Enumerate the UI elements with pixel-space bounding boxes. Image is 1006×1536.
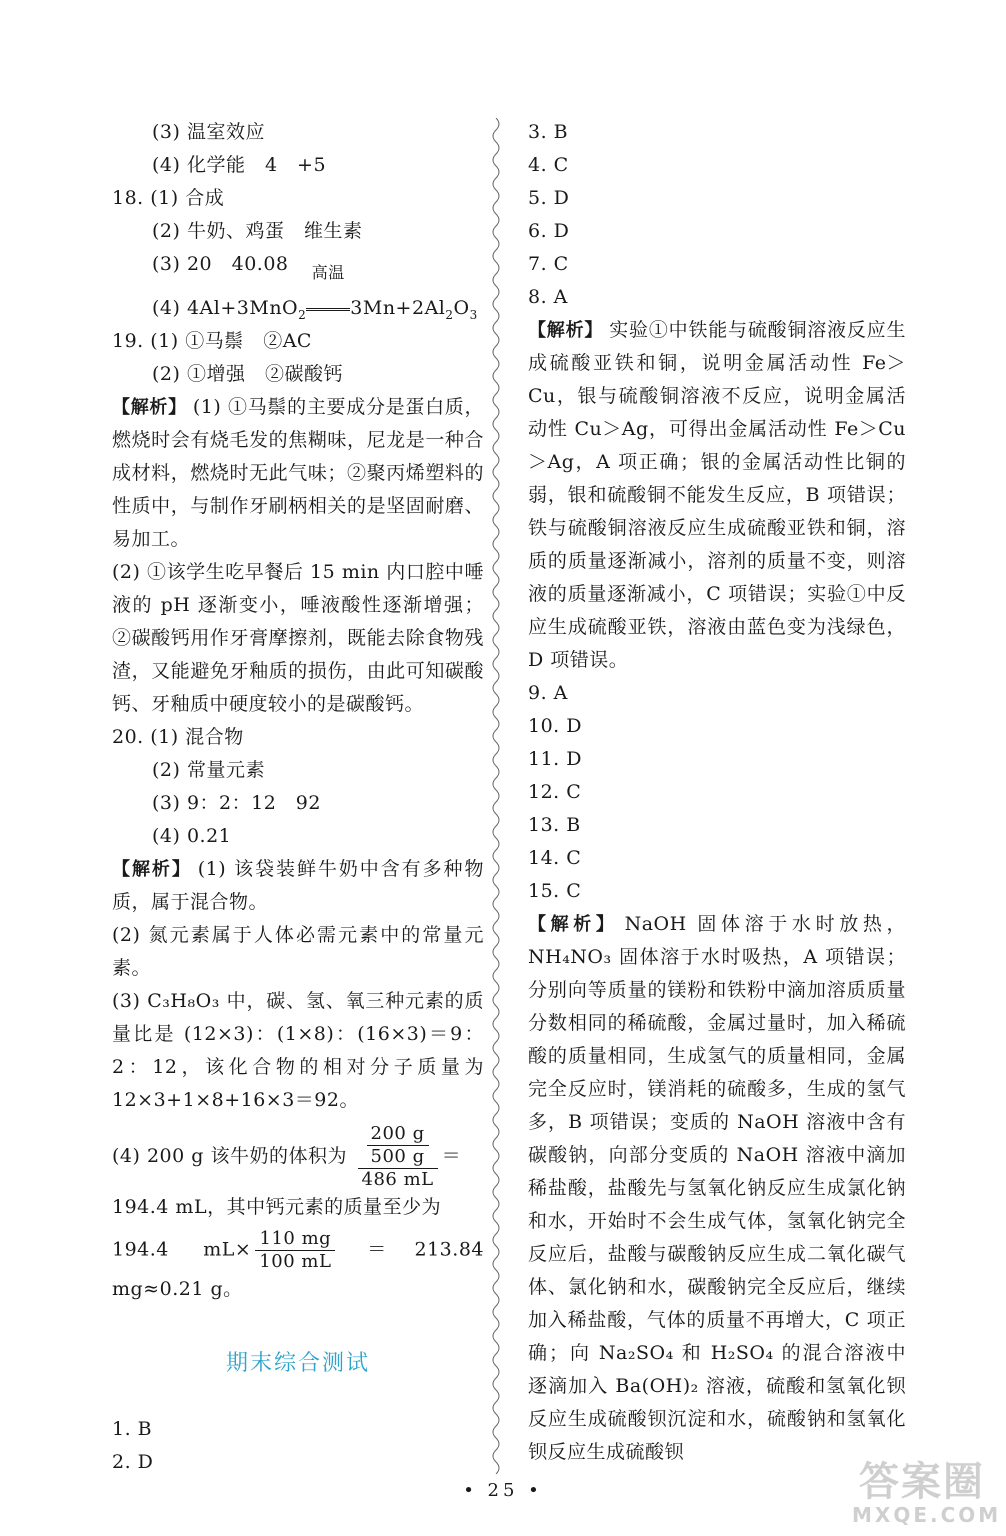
equation-reactants: 4Al+3MnO xyxy=(186,297,299,319)
analysis-20-part2: (2) 氮元素属于人体必需元素中的常量元素。 xyxy=(112,924,484,979)
final-answer-12: 12. C xyxy=(528,781,582,803)
answer-20-1: 20. (1) 混合物 xyxy=(112,726,244,748)
calcium-fraction: $\frac{110 mg}{100 mL}$ xyxy=(255,1228,335,1273)
page-number: • 25 • xyxy=(463,1480,543,1501)
left-column xyxy=(112,116,484,1479)
final-answer-11: 11. D xyxy=(528,748,582,770)
final-answer-13: 13. B xyxy=(528,814,581,836)
column-divider xyxy=(489,118,503,1474)
answer-19-1: 19. (1) ①马鬃 ②AC xyxy=(112,330,312,352)
watermark-logo: 答案圈 MXQE.COM xyxy=(852,1459,1002,1527)
density-fraction: $\frac{200 g}{500 g}$ xyxy=(367,1123,429,1168)
analysis-tag: 【解析】 xyxy=(528,914,619,935)
answer-18-4-equation: (4) 4Al+3MnO$_2$ 高温 $3Mn+2Al_2O_3$ xyxy=(112,281,484,325)
final-answer-1: 1. B xyxy=(112,1418,153,1440)
final-answer-3: 3. B xyxy=(528,121,569,143)
analysis-20-part4: (4) 200 g 该牛奶的体积为 $\frac{\frac{200 g}{500 g}}{486 mL}$ ＝ xyxy=(112,1123,462,1190)
analysis-20-part3: (3) C₃H₈O₃ 中，碳、氢、氧三种元素的质量比是 (12×3)：(1×8)：(16×3)＝9：2：12，该化合物的相对分子质量为 12×3+1×8+16×3＝92。 xyxy=(112,990,484,1111)
final-answer-9: 9. A xyxy=(528,682,568,704)
condition-label: 高温 xyxy=(311,263,345,282)
final-answer-7: 7. C xyxy=(528,253,569,275)
final-answer-6: 6. D xyxy=(528,220,570,242)
answer-17-4: (4) 化学能 4 +5 xyxy=(152,154,327,176)
answer-19-2: (2) ①增强 ②碳酸钙 xyxy=(152,363,343,385)
final-answer-15: 15. C xyxy=(528,880,582,902)
answer-20-4: (4) 0.21 xyxy=(152,825,232,847)
answer-20-2: (2) 常量元素 xyxy=(152,759,265,781)
final-answer-14: 14. C xyxy=(528,847,582,869)
answer-18-1: 18. (1) 合成 xyxy=(112,187,225,209)
analysis-15: 【解析】 NaOH 固体溶于水时放热，NH₄NO₃ 固体溶于水时吸热，A 项错误；分别向等质量的镁粉和铁粉中滴加溶质质量分数相同的稀硫酸，金属过量时，加入稀硫酸的质量相同，生成氢气的质量相同，金属完全反应时，镁消耗的硫酸多，生成的氢气多，B 项错误；变质的 NaOH 溶液中含有碳酸钠，向部分变质的 NaOH 溶液中滴加稀盐酸，盐酸先与氢氧化钠反应生成氯化钠和水，开始时不会生成气体，氢氧化钠完全反应后，盐酸与碳酸钠反应生成二氧化碳气体、氯化钠和水，碳酸钠完全反应后，继续加入稀盐酸，气体的质量不再增大，C 项正确；向 Na₂SO₄ 和 H₂SO₄ 的混合溶液中逐滴加入 Ba(OH)₂ 溶液，硫酸和氢氧化钡反应生成硫酸钡沉淀和水，硫酸钠和氢氧化钡反应生成硫酸钡 xyxy=(528,913,907,1463)
analysis-tag: 【解析】 xyxy=(528,320,604,341)
equation-products: 3Mn+2Al xyxy=(350,297,446,319)
final-answer-4: 4. C xyxy=(528,154,569,176)
final-answer-10: 10. D xyxy=(528,715,582,737)
final-answer-5: 5. D xyxy=(528,187,570,209)
analysis-tag: 【解析】 xyxy=(112,397,187,418)
final-answer-8: 8. A xyxy=(528,286,568,308)
right-column xyxy=(528,116,906,1469)
analysis-19-part2: (2) ①该学生吃早餐后 15 min 内口腔中唾液的 pH 逐渐变小，唾液酸性逐渐增强；②碳酸钙用作牙膏摩擦剂，既能去除食物残渣，又能避免牙釉质的损伤，由此可知碳酸钙、牙釉质中硬度较小的是碳酸钙。 xyxy=(112,561,484,715)
analysis-20-part4c: 194.4 mL× $\frac{110 mg}{100 mL}$ ＝213.84 mg≈0.21 g。 xyxy=(112,1228,484,1300)
section-title: 期末综合测试 xyxy=(225,1351,370,1376)
volume-fraction: $\frac{\frac{200 g}{500 g}}{486 mL}$ xyxy=(358,1123,438,1191)
answer-20-3: (3) 9：2：12 92 xyxy=(152,792,321,814)
analysis-tag: 【解析】 xyxy=(112,859,192,880)
analysis-20-part1: 【解析】 (1) 该袋装鲜牛奶中含有多种物质，属于混合物。 xyxy=(112,858,484,913)
analysis-8: 【解析】 实验①中铁能与硫酸铜溶液反应生成硫酸亚铁和铜，说明金属活动性 Fe＞Cu，银与硫酸铜溶液不反应，说明金属活动性 Cu＞Ag，可得出金属活动性 Fe＞Cu＞Ag，A 项正确；银的金属活动性比铜的弱，银和硫酸铜不能发生反应，B 项错误；铁与硫酸铜溶液反应生成硫酸亚铁和铜，溶质的质量逐渐减小，溶剂的质量不变，则溶液的质量逐渐减小，C 项错误；实验①中反应生成硫酸亚铁，溶液由蓝色变为浅绿色，D 项错误。 xyxy=(528,319,906,671)
equation-label: (4) xyxy=(152,297,181,319)
reaction-condition xyxy=(306,263,350,335)
answer-17-3: (3) 温室效应 xyxy=(152,121,265,143)
analysis-20-part4b: 194.4 mL，其中钙元素的质量至少为 xyxy=(112,1196,442,1218)
answer-18-3: (3) 20 40.08 xyxy=(152,253,289,275)
analysis-19-part1: 【解析】 (1) ①马鬃的主要成分是蛋白质，燃烧时会有烧毛发的焦糊味，尼龙是一种合成材料，燃烧时无此气味；②聚丙烯塑料的性质中，与制作牙刷柄相关的是坚固耐磨、易加工。 xyxy=(112,396,484,550)
answer-18-2: (2) 牛奶、鸡蛋 维生素 xyxy=(152,220,363,242)
final-answer-2: 2. D xyxy=(112,1451,154,1473)
